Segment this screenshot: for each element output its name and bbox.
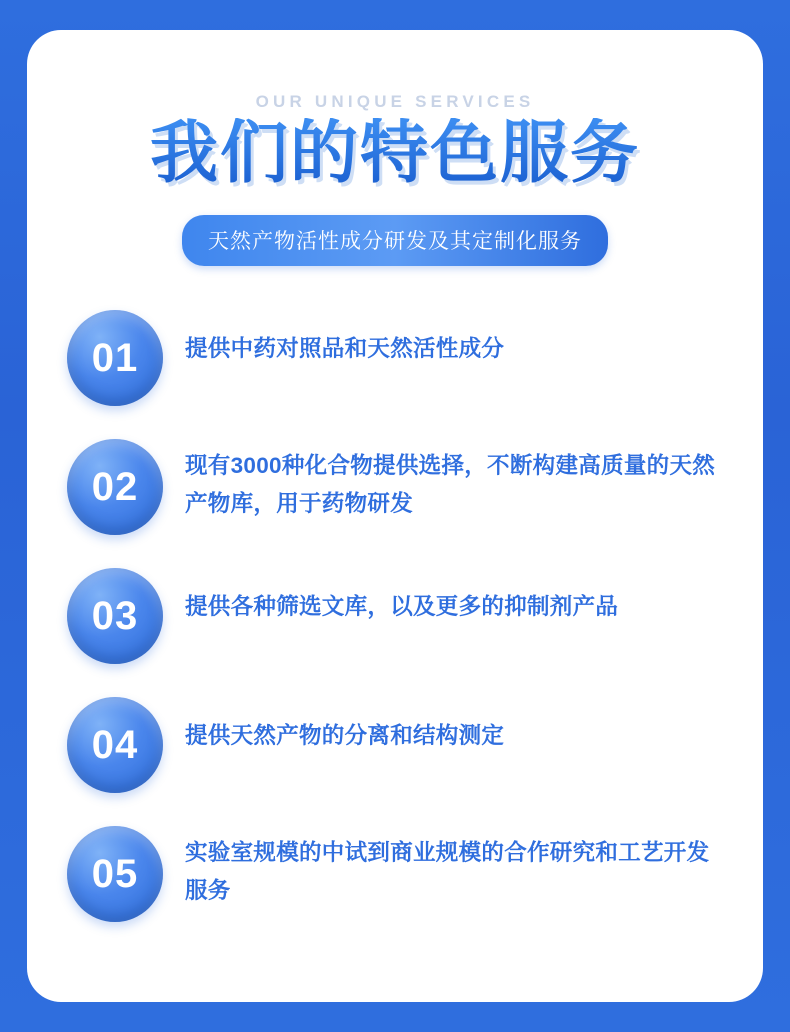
list-item <box>67 697 723 793</box>
service-number-badge: 03 <box>67 568 163 664</box>
list-item <box>67 439 723 535</box>
service-description: 实验室规模的中试到商业规模的合作研究和工艺开发服务 <box>185 840 710 903</box>
service-number-badge: 04 <box>67 697 163 793</box>
page-title: 我们的特色服务 <box>67 118 723 189</box>
list-item <box>67 310 723 406</box>
subtitle-pill: 天然产物活性成分研发及其定制化服务 <box>182 215 608 266</box>
service-description: 现有3000种化合物提供选择，不断构建高质量的天然产物库，用于药物研发 <box>185 453 716 516</box>
service-description: 提供中药对照品和天然活性成分 <box>185 336 505 362</box>
service-description: 提供各种筛选文库，以及更多的抑制剂产品 <box>185 594 619 620</box>
subtitle-container <box>67 215 723 266</box>
service-list <box>67 310 723 922</box>
service-card <box>27 30 763 1002</box>
list-item <box>67 826 723 922</box>
service-number-badge: 05 <box>67 826 163 922</box>
service-description: 提供天然产物的分离和结构测定 <box>185 723 505 749</box>
service-number-badge: 02 <box>67 439 163 535</box>
service-number-badge: 01 <box>67 310 163 406</box>
eyebrow-text: OUR UNIQUE SERVICES <box>255 92 535 111</box>
list-item <box>67 568 723 664</box>
